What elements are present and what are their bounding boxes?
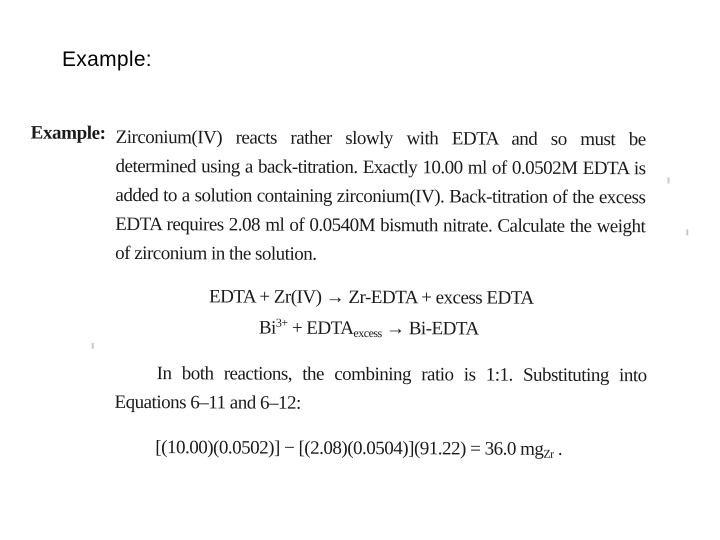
zirconium-subscript: Zr xyxy=(543,446,554,461)
reaction-equation-2 xyxy=(259,316,479,342)
scan-speck xyxy=(686,229,688,235)
explanation-paragraph xyxy=(114,359,646,419)
product-term: → Bi-EDTA xyxy=(381,318,479,340)
calculation-end: . xyxy=(553,438,563,460)
slide-title: Example: xyxy=(62,48,152,71)
problem-statement: Zirconium(IV) reacts rather slowly with EDTA and so must be determined using a back-titration. Exactly 10.00 ml of 0.0502M EDTA is added to a solution containing zirconium(IV). Back-titration of the excess EDTA requires 2.08 ml of 0.0540M bismuth nitrate. Calculate the weight of zirconium in the solution. xyxy=(115,126,646,265)
explanation-text: In both reactions, the combining ratio is 1:1. Substituting into Equations 6–11 and 6–12: xyxy=(114,363,647,414)
edta-term: + EDTA xyxy=(287,317,354,339)
excess-subscript: excess xyxy=(353,325,382,341)
bismuth-charge: 3+ xyxy=(275,315,288,330)
example-label: Example: xyxy=(30,122,106,144)
scan-speck xyxy=(667,177,669,183)
reaction-equation-1: EDTA + Zr(IV) → Zr-EDTA + excess EDTA xyxy=(208,286,534,309)
bismuth-symbol: Bi xyxy=(258,317,276,339)
calculation-main: [(10.00)(0.0502)] − [(2.08)(0.0504)](91.22) = 36.0 mg xyxy=(155,437,544,460)
calculation-equation xyxy=(155,437,562,462)
scanned-textbook-excerpt xyxy=(25,119,695,472)
scan-speck xyxy=(92,343,94,349)
